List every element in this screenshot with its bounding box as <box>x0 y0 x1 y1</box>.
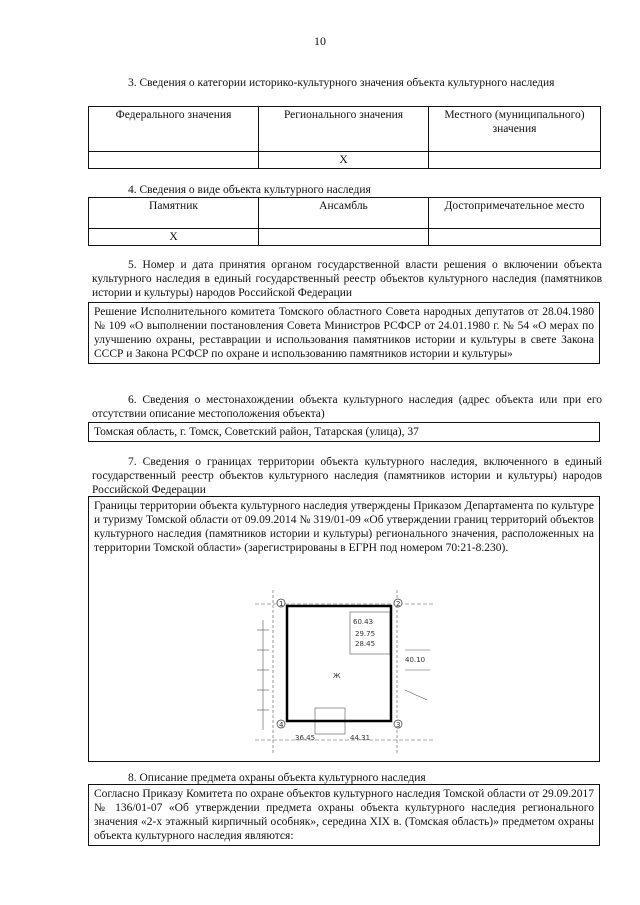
map-point-2: 2 <box>396 600 401 608</box>
map-label-a: 60.43 <box>353 618 374 626</box>
mark-regional: Х <box>259 152 429 169</box>
table-row <box>89 198 601 229</box>
table-header-place: Достопримечательное место <box>429 198 601 229</box>
map-label-b: 29.75 <box>355 630 376 638</box>
page-number: 10 <box>314 34 326 48</box>
mark-monument: Х <box>89 229 259 246</box>
mark-place <box>429 229 601 246</box>
table-row <box>89 152 601 169</box>
map-label-g: 44.31 <box>350 734 371 742</box>
territory-boundary <box>287 606 391 721</box>
table-header-ensemble: Ансамбль <box>259 198 429 229</box>
table-header-monument: Памятник <box>89 198 259 229</box>
mark-federal <box>89 152 259 169</box>
section-6-heading: 6. Сведения о местонахождении объекта культурного наследия (адрес объекта или при его отсутствии описание местоположения объекта) <box>92 394 602 420</box>
table-row <box>89 229 601 246</box>
boundary-plan <box>255 590 435 755</box>
map-point-4: 4 <box>279 721 284 729</box>
table-header-regional: Регионального значения <box>259 107 429 152</box>
section-8-box: Согласно Приказу Комитета по охране объектов культурного наследия Томской области от 29.09.2017 № 136/01-07 «Об утверждении предмета охраны объекта культурного наследия регионального значения «2-х этажный кирпичный особняк», середина XIX в. (Томская область)» предметом охраны объекта культурного наследия являются: <box>88 784 600 846</box>
section-8-heading: 8. Описание предмета охраны объекта культурного наследия <box>128 772 426 784</box>
map-point-1: 1 <box>279 600 284 608</box>
section-4-heading: 4. Сведения о виде объекта культурного наследия <box>128 184 371 196</box>
mark-local <box>429 152 601 169</box>
map-label-d: 40.10 <box>405 656 426 664</box>
section-7-heading: 7. Сведения о границах территории объекта культурного наследия, включенного в единый государственный реестр объектов культурного наследия (памятников истории и культуры) народов Российской Федерации <box>92 456 602 496</box>
mark-ensemble <box>259 229 429 246</box>
section-7-text: Границы территории объекта культурного наследия утверждены Приказом Департамента по культуре и туризму Томской области от 09.09.2014 № 319/01-09 «Об утверждении границ территорий объектов культурного наследия (памятников истории и культуры) регионального значения, расположенных на территории Томской области» (зарегистрированы в ЕГРН под номером 70:21-8.230). <box>94 500 594 554</box>
section-5-box: Решение Исполнительного комитета Томского областного Совета народных депутатов от 28.04.1980 № 109 «О выполнении постановления Совета Министров РСФСР от 24.01.1980 г. № 54 «О мерах по улучшению охраны, реставрации и использования памятников истории и культуры в свете Закона СССР и Закона РСФСР по охране и использованию памятников истории и культуры» <box>88 302 600 364</box>
table-header-federal: Федерального значения <box>89 107 259 152</box>
table-row <box>89 107 601 152</box>
section-3-heading: 3. Сведения о категории историко-культурного значения объекта культурного наследия <box>128 77 555 89</box>
type-table <box>88 197 601 246</box>
map-label-c: 28.45 <box>355 640 376 648</box>
section-6-box: Томская область, г. Томск, Советский район, Татарская (улица), 37 <box>88 422 600 442</box>
map-label-e: Ж <box>333 672 341 680</box>
map-label-f: 36.45 <box>295 734 316 742</box>
table-header-local: Местного (муниципального) значения <box>429 107 601 152</box>
map-point-3: 3 <box>396 721 401 729</box>
category-table <box>88 106 601 169</box>
section-5-heading: 5. Номер и дата принятия органом государственной власти решения о включении объекта культурного наследия в единый государственный реестр объектов культурного наследия (памятников истории и культуры) народов Российской Федерации <box>92 259 602 299</box>
